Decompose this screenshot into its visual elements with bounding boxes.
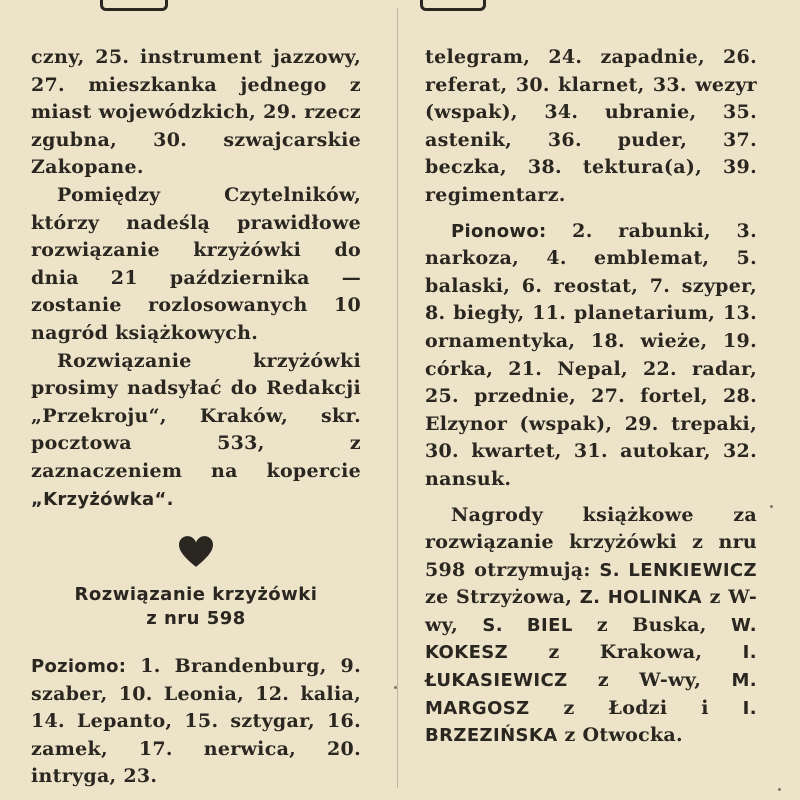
down-text: 2. rabunki, 3. narkoza, 4. emblemat, 5. balaski, 6. reostat, 7. szyper, 8. biegły, 11. planetarium, 13. ornamentyka, 18. wieże, 19. córka, 21. Nepal, 22. radar, 25. przednie, 27. fortel, 28. Elzynor (wspak), 29. trepaki, 30. kwartet, 31. autokar, 32. nansuk. [425, 219, 757, 490]
winner-place: z Buska, [572, 613, 731, 636]
submission-info [31, 348, 361, 514]
print-speck [770, 505, 773, 508]
top-rule-right [420, 0, 486, 11]
winner-name: S. LENKIEWICZ [599, 559, 757, 581]
right-column [425, 44, 757, 750]
solution-title-line1: Rozwiązanie krzyżówki [74, 584, 318, 606]
winner-name: M. MARGOSZ [425, 670, 757, 719]
top-rule-left [100, 0, 168, 11]
winner-place: z Krakowa, [508, 641, 743, 664]
winner-name: I. ŁUKASIEWICZ [425, 642, 757, 692]
print-speck [394, 686, 397, 689]
submission-address: Rozwiązanie krzyżówki prosimy nadsyłać do Redakcji „Przekroju“, Kraków, skr. pocztowa 533, z zaznaczeniem na kopercie [31, 349, 361, 482]
prizes-intro: Nagrody książkowe za rozwiązanie krzyżówki z nru 598 otrzymują: [425, 503, 757, 581]
across-answers [31, 653, 361, 791]
winner-place: z Łodzi i [529, 696, 743, 719]
down-answers [425, 218, 757, 494]
across-answers-continued: telegram, 24. zapadnie, 26. referat, 30. klarnet, 33. wezyr (wspak), 34. ubranie, 35. astenik, 36. puder, 37. beczka, 38. tektura(a), 39. regimentarz. [425, 46, 757, 206]
winner-name: S. BIEL [482, 614, 573, 636]
winner-place: z W-wy, [567, 669, 732, 692]
prize-winners [425, 502, 757, 750]
across-text: 1. Brandenburg, 9. szaber, 10. Leonia, 12. kalia, 14. Lepanto, 15. sztygar, 16. zamek, 17. nerwica, 20. intryga, 23. [31, 655, 361, 788]
winner-name: Z. HOLINKA [579, 587, 702, 609]
across-label: Poziomo: [31, 656, 127, 678]
left-column [31, 44, 361, 791]
column-divider [397, 8, 398, 788]
winner-place: ze Strzyżowa, [425, 586, 580, 609]
winner-name: W. KOKESZ [425, 614, 757, 664]
winner-name: I. BRZEZIŃSKA [425, 697, 757, 747]
heart-icon [179, 535, 213, 569]
winner-place: z W-wy, [425, 586, 758, 636]
solution-title-line2: z nru 598 [146, 608, 246, 630]
down-label: Pionowo: [451, 220, 547, 242]
solution-title [31, 583, 361, 631]
contest-info: Pomiędzy Czytelników, którzy nadeślą prawidłowe rozwiązanie krzyżówki do dnia 21 października — zostanie rozlosowanych 10 nagród książkowych. [31, 183, 361, 344]
envelope-label: „Krzyżówka“. [31, 488, 174, 510]
print-speck [778, 788, 781, 791]
crossword-clues-end: czny, 25. instrument jazzowy, 27. mieszkanka jednego z miast wojewódzkich, 29. rzecz zgubna, 30. szwajcarskie Zakopane. [31, 46, 361, 179]
winner-place: z Otwocka. [557, 724, 683, 747]
